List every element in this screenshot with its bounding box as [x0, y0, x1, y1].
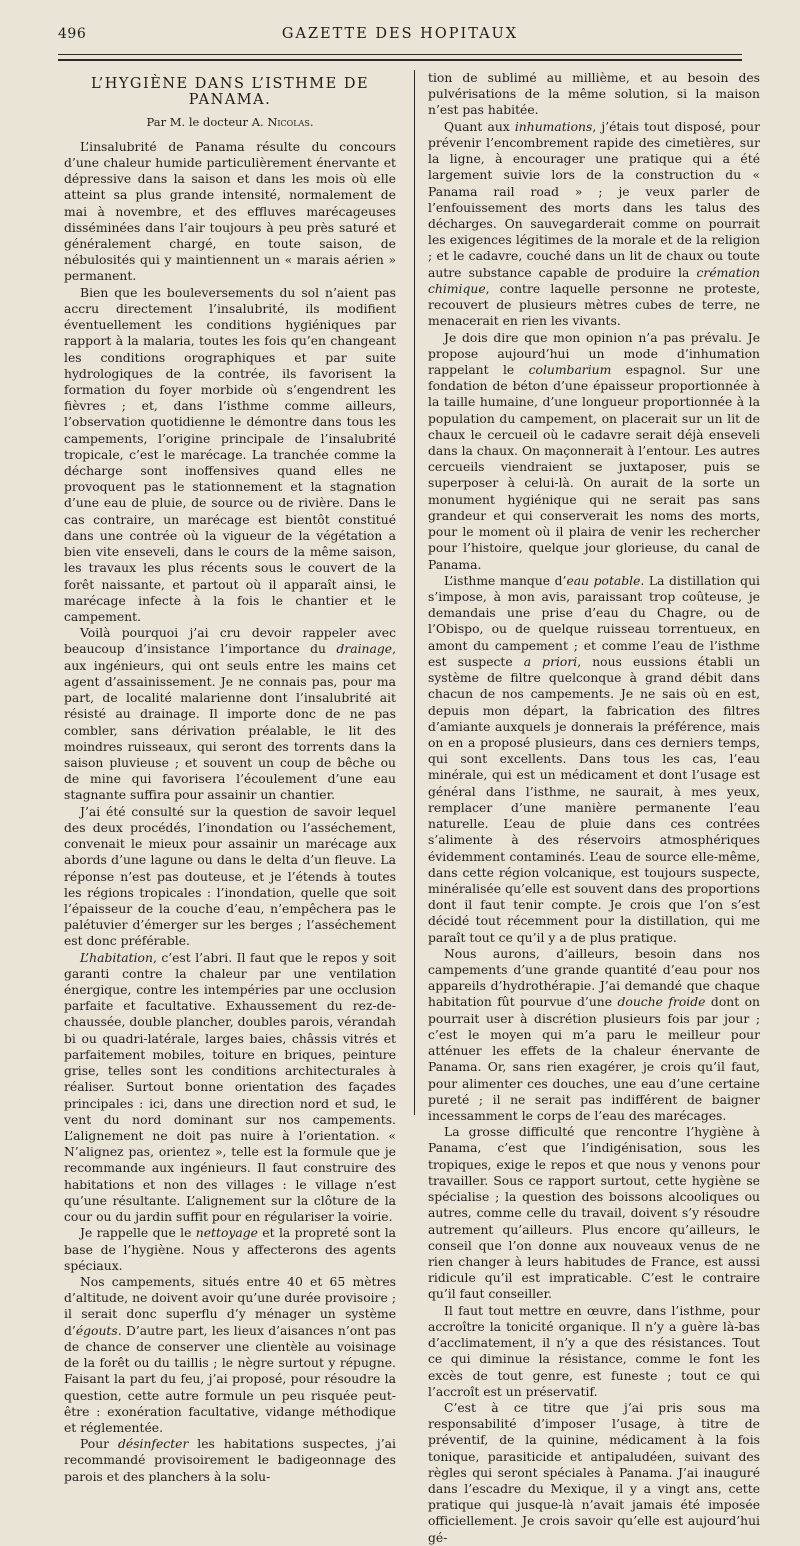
paragraph-inhumations — [428, 119, 760, 330]
emphasis: eau potable — [566, 573, 641, 588]
running-head — [58, 26, 742, 48]
paragraph-columbarium — [428, 330, 760, 573]
column-divider — [414, 70, 415, 1115]
emphasis: inhumations — [514, 119, 593, 134]
text-run: , j’étais tout disposé, pour prévenir l’encombrement rapide des cimetières, sur la ligne, à encourager une pratique qui a été largement suivie lors de la construction du « Panama rail road » ; je veux parler de l’enfouissement des morts dans les talus des décharges. On sauvegarderait comme on pourrait les exigences légitimes de la morale et de la religion ; et le cadavre, couché dans un lit de chaux ou toute autre substance capable de produire la — [428, 119, 760, 280]
left-column — [64, 70, 396, 1485]
text-run: et la propreté sont la base de l’hygiène. Nous y affecterons des agents spéciaux. — [64, 1226, 396, 1273]
paragraph-soil-works: Bien que les bouleversements du sol n’aient pas accru directement l’insalubrité, ils modifient éventuellement les conditions hygiéniques par rapport à la malaria, toutes les fois qu’en changeant les conditions orographiques et par suite hydrologiques de la contrée, ils favorisent la formation du foyer morbide où s’engendrent les fièvres ; et, dans l’isthme comme ailleurs, l’observation quotidienne le démontre dans tous les campements, l’origine principale de l’insalubrité tropicale, c’est le marécage. La tranchée comme la décharge sont inoffensives quand elles ne provoquent pas le stationnement et la stagnation d’une eau de pluie, de source ou de rivière. Dans le cas contraire, un marécage est bientôt constitué dans une contrée où la vigueur de la végétation a bien vite enseveli, dans le cours de la même saison, les travaux les plus récents sous le couvert de la forêt naissante, et partout où il apparaît ainsi, le marécage infecte à la fois le chantier et le campement. — [64, 285, 396, 624]
header-rule — [58, 54, 742, 55]
paragraph-eau-potable — [428, 573, 760, 946]
paragraph-indigenisation: La grosse difficulté que rencontre l’hygiène à Panama, c’est que l’indigénisation, sous les tropiques, exige le repos et que nous y venons pour travailler. Sous ce rapport surtout, cette hygiène se spécialise ; la question des boissons alcooliques ou autres, comme celle du travail, doivent s’y résoudre autrement qu’ailleurs. Plus encore qu’ailleurs, le conseil que l’on donne aux nouveaux venus de ne rien changer à leurs habitudes de France, est aussi ridicule qu’il est impraticable. C’est le contraire qu’il faut conseiller. — [428, 1125, 760, 1302]
text-run: . La distillation qui s’impose, à mon avis, paraissant trop coûteuse, je demandais une prise d’eau du Chagre, ou de l’Obispo, ou de quelque ruisseau torrentueux, en amont du campement ; et comme l’eau de l’isthme est suspecte — [428, 573, 760, 669]
right-column — [428, 70, 760, 1546]
byline — [64, 114, 396, 130]
paragraph-desinfection — [64, 1436, 396, 1485]
text-run: Nos campements, situés entre 40 et 65 mètres d’altitude, ne doivent avoir qu’une durée provisoire ; il serait donc superflu d’y ménager un système d’ — [64, 1274, 396, 1338]
text-run: Nous aurons, d’ailleurs, besoin dans nos campements d’une grande quantité d’eau pour nos appareils d’hydrothérapie. J’ai demandé que chaque habitation fût pourvue d’une — [428, 946, 760, 1010]
paragraph-drainage — [64, 625, 396, 803]
emphasis: nettoyage — [195, 1226, 258, 1241]
text-run: , contre laquelle personne ne proteste, recouvert de plusieurs mètres cubes de terre, ne menacerait en rien les vivants. — [428, 281, 760, 329]
article-title: L’HYGIÈNE DANS L’ISTHME DE PANAMA. — [90, 76, 370, 109]
paragraph-hydrotherapie — [428, 946, 760, 1124]
paragraph-nettoyage — [64, 1225, 396, 1274]
byline-prefix: Par M. le docteur A. — [146, 115, 268, 130]
emphasis: désinfecter — [117, 1437, 189, 1452]
text-run: Je rappelle que le — [80, 1226, 196, 1241]
text-run: Voilà pourquoi j’ai cru devoir rappeler avec beaucoup d’insistance l’importance du — [64, 626, 396, 657]
text-run: , c’est l’abri. Il faut que le repos y soit garanti contre la chaleur par une ventilation énergique, contre les intempéries par une occlusion parfaite et facultative. Exhaussement du rez-de-chaussée, double plancher, doubles parois, vérandah bi ou quadri-latérale, larges baies, châssis vitrés et parfaitement mobiles, toiture en briques, peinture grise, telles sont les conditions architecturales à réaliser. Surtout bonne orientation des façades principales : ici, dans une direction nord et sud, le vent du nord dominant sur nos campements. L’alignement ne doit pas nuire à l’orientation. « N’alignez pas, orientez », telle est la formule que je recommande aux ingénieurs. Il faut construire des habitations et non des villages : le village n’est qu’une résultante. L’alignement sur la clôture de la cour ou du jardin suffit pour en régulariser la voirie. — [64, 950, 396, 1225]
paragraph-habitation — [64, 950, 396, 1226]
text-run: Je dois dire que mon opinion n’a pas prévalu. Je propose aujourd’hui un mode d’inhumation rappelant le — [428, 330, 760, 377]
byline-suffix: . — [309, 115, 314, 130]
emphasis: columbarium — [528, 362, 612, 377]
page-number: 496 — [58, 26, 87, 42]
emphasis: crémation chimique — [428, 265, 760, 296]
paragraph-inondation: J’ai été consulté sur la question de savoir lequel des deux procédés, l’inondation ou l’asséchement, convenait le mieux pour assainir un marécage aux abords d’une lagune ou dans le delta d’un fleuve. La réponse n’est pas douteuse, et je l’étends à toutes les régions tropicales : l’inondation, quelle que soit l’épaisseur de la couche d’eau, n’empêchera pas le palétuvier d’émerger sur les berges ; l’asséchement est donc préférable. — [64, 804, 396, 949]
text-run: les habitations suspectes, j’ai recommandé provisoirement le badigeonnage des parois et des planchers à la solu- — [64, 1437, 396, 1484]
emphasis: douche froide — [617, 995, 706, 1010]
paragraph-continued: tion de sublimé au millième, et au besoin des pulvérisations de la même solution, si la maison n’est pas habitée. — [428, 71, 760, 118]
paragraph-tonicite: Il faut tout mettre en œuvre, dans l’isthme, pour accroître la tonicité organique. Il n’y a guère là-bas d’acclimatement, il n’y a que des résistances. Tout ce qui diminue la résistance, comme le font les excès de tout genre, est funeste ; tout ce qui l’accroît est un préservatif. — [428, 1303, 760, 1399]
emphasis: égouts — [75, 1323, 118, 1338]
text-run: Quant aux — [444, 119, 515, 134]
text-run: espagnol. Sur une fondation de béton d’une épaisseur proportionnée à la taille humaine, d’une longueur proportionnée à la population du campement, on placerait sur un lit de chaux le cercueil où le cadavre serait déjà enseveli dans la chaux. On maçonnerait à l’entour. Les autres cercueils viendraient se juxtaposer, puis se superposer à celui-là. On aurait de la sorte un monument hygiénique qui ne serait pas sans grandeur et qui conserverait les noms des morts, pour le moment où il plaira de venir les rechercher pour l’histoire, quelque jour glorieuse, du canal de Panama. — [428, 362, 761, 572]
text-run: , nous eussions établi un système de filtre quelconque à grand débit dans chacun de nos campements. Je ne sais où en est, depuis mon départ, la fabrication des filtres d’amiante auxquels je donnerais la préférence, mais on en a proposé plusieurs, dans ces derniers temps, qui sont excellents. Dans tous les cas, l’eau minérale, qui est un médicament et dont l’usage est général dans l’isthme, ne saurait, à mes yeux, remplacer d’une manière permanente l’eau naturelle. L’eau de pluie dans ces contrées s’alimente à des réservoirs atmosphériques évidemment contaminés. L’eau de source elle-même, dans cette région volcanique, est toujours suspecte, minéralisée qu’elle est souvent dans des proportions dont il faut tenir compte. Je crois que l’on s’est décidé tout récemment pour la distillation, qui me paraît tout ce qu’il y a de plus pratique. — [428, 654, 760, 945]
text-run: . D’autre part, les lieux d’aisances n’ont pas de chance de conserver une clientèle au voisinage de la forêt ou du taillis ; le nègre surtout y répugne. Faisant la part du feu, j’ai proposé, pour résoudre la question, cette autre formule un peu risquée peut-être : exonération facultative, vidange méthodique et réglementée. — [64, 1323, 396, 1435]
text-run: dont on pourrait user à discrétion plusieurs fois par jour ; c’est le moyen qui m’a paru le meilleur pour atténuer les effets de la chaleur énervante de Panama. Or, sans rien exagérer, je crois qu’il faut, pour alimenter ces douches, une eau d’une certaine pureté ; il ne serait pas indifférent de baigner incessamment le corps de l’eau des marécages. — [428, 995, 760, 1123]
paragraph-quinine: C’est à ce titre que j’ai pris sous ma responsabilité d’imposer l’usage, à titre de préventif, de la quinine, médicament à la fois tonique, parasiticide et antipaludéen, suivant des règles qui seront spéciales à Panama. J’ai inauguré dans l’escadre du Mexique, il y a vingt ans, cette pratique qui jusque-là n’avait jamais été imposée officiellement. Je crois savoir qu’elle est aujourd’hui gé- — [428, 1400, 760, 1545]
journal-title: GAZETTE DES HOPITAUX — [281, 26, 519, 42]
emphasis: drainage — [336, 642, 393, 657]
text-run: Pour — [80, 1437, 118, 1452]
emphasis: L’habitation — [80, 950, 153, 965]
author-name: Nicolas — [267, 115, 310, 130]
paragraph-insalubrity: L’insalubrité de Panama résulte du concours d’une chaleur humide particulièrement énervante et dépressive dans la saison et dans les mois où elle atteint sa plus grande intensité, normalement de mai à novembre, et des effluves marécageuses disséminées dans l’air toujours à peu près saturé et généralement chargé, en toute saison, de nébulosités qui y maintiennent un « marais aérien » permanent. — [64, 139, 396, 284]
header-double-rule — [58, 59, 742, 61]
emphasis: a priori — [523, 654, 578, 669]
paragraph-egouts — [64, 1274, 396, 1436]
text-run: , aux ingénieurs, qui ont seuls entre les mains cet agent d’assainissement. Je ne connais pas, pour ma part, de localité malarienne dont l’insalubrité ait résisté au drainage. Il importe donc de ne pas combler, sans dérivation préalable, le lit des moindres ruisseaux, qui seront des torrents dans la saison pluvieuse ; et souvent un coup de bêche ou de mine qui favorisera l’écoulement d’une eau stagnante suffira pour assainir un chantier. — [64, 642, 396, 803]
text-run: L’isthme manque d’ — [444, 573, 567, 588]
